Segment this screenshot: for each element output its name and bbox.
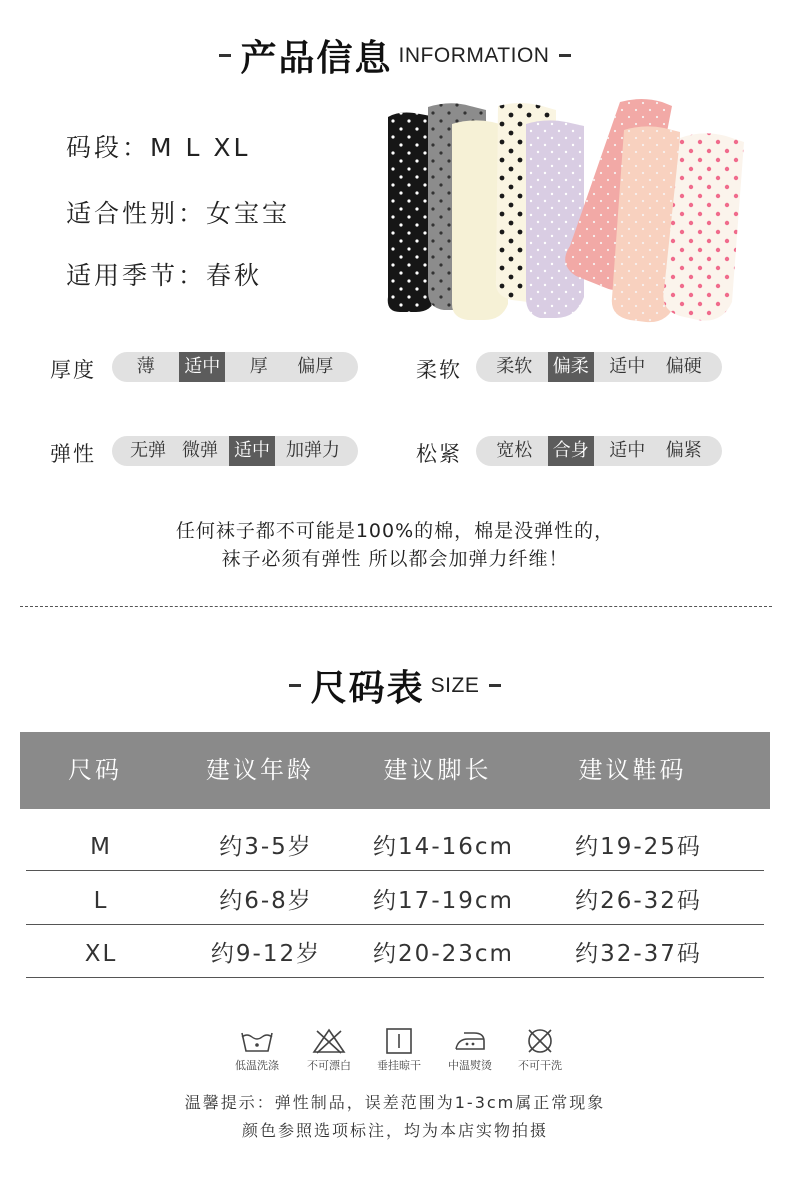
no-tumble-dry-icon [522,1027,558,1055]
cell-size: L [93,888,109,914]
header-dash-left [219,54,231,57]
fit-option-tight: 偏紧 [665,440,702,461]
section-divider [20,606,772,607]
table-row [26,818,764,871]
cell-foot-length: 约14-16cm [373,834,514,860]
size-header-cn: 尺码表 [310,668,425,709]
info-section-header [0,30,790,81]
care-low-temp-wash [222,1027,292,1073]
softness-option-softish: 偏柔 [548,352,594,382]
softness-option-soft: 柔软 [496,356,533,377]
info-header-cn: 产品信息 [240,38,393,79]
elasticity-option-none: 无弹 [130,440,166,461]
care-label: 低温洗涤 [235,1059,279,1072]
fit-label: 松紧 [416,442,462,466]
cell-age: 约6-8岁 [219,888,313,914]
gender-text: 适合性别：女宝宝 [66,199,291,228]
no-bleach-icon [311,1027,347,1055]
hang-dry-icon [381,1027,417,1055]
softness-scale [476,352,722,382]
cell-age: 约3-5岁 [219,834,313,860]
cell-shoe-size: 约32-37码 [575,941,702,967]
low-temp-wash-icon [239,1027,275,1055]
season-text: 适用季节：春秋 [66,261,263,290]
size-range-text: 码段：M L XL [66,133,251,162]
thickness-label: 厚度 [50,358,96,382]
care-no-tumble-dry [505,1027,575,1073]
thickness-option-medium: 适中 [179,352,225,382]
cotton-note-line2: 袜子必须有弹性 所以都会加弹力纤维！ [221,548,569,570]
thickness-scale [112,352,358,382]
medium-iron-icon [452,1027,488,1055]
info-header-en: INFORMATION [398,43,550,67]
care-label: 不可干洗 [518,1059,562,1072]
softness-option-medium: 适中 [609,356,646,377]
cotton-note-line1: 任何袜子都不可能是100%的棉，棉是没弹性的， [175,520,615,542]
care-label: 不可漂白 [307,1059,351,1072]
elasticity-scale [112,436,358,466]
size-header-dash-left [289,684,301,687]
header-size: 尺码 [68,756,122,784]
size-header-en: SIZE [430,673,480,697]
table-row [26,925,764,978]
elasticity-option-extra: 加弹力 [286,440,340,461]
care-label: 垂挂晾干 [377,1059,421,1072]
care-hang-dry [364,1027,434,1073]
fit-scale [476,436,722,466]
cell-size: M [90,834,112,860]
header-shoe-size: 建议鞋码 [578,756,687,784]
thickness-option-thin: 薄 [136,356,155,377]
elasticity-option-medium: 适中 [229,436,275,466]
tip-line2: 颜色参照选项标注，均为本店实物拍摄 [241,1121,548,1140]
care-medium-iron [435,1027,505,1073]
tip-line1: 温馨提示：弹性制品，误差范围为1-3cm属正常现象 [184,1093,606,1112]
fit-option-medium: 适中 [609,440,646,461]
elasticity-option-slight: 微弹 [182,440,218,461]
size-section-header [0,660,790,711]
cell-foot-length: 约17-19cm [373,888,514,914]
size-table-header [20,732,770,809]
size-header-dash-right [489,684,501,687]
cell-age: 约9-12岁 [210,941,322,967]
cell-size: XL [84,941,118,967]
cell-shoe-size: 约19-25码 [575,834,702,860]
softness-label: 柔软 [416,358,462,382]
fit-option-loose: 宽松 [496,440,533,461]
softness-option-hardish: 偏硬 [665,356,702,377]
table-row [26,872,764,925]
cell-shoe-size: 约26-32码 [575,888,702,914]
care-no-bleach [294,1027,364,1073]
header-dash-right [559,54,571,57]
fit-option-fitted: 合身 [548,436,594,466]
cell-foot-length: 约20-23cm [373,941,514,967]
care-label: 中温熨烫 [448,1059,492,1072]
header-age: 建议年龄 [206,756,314,784]
thickness-option-thicker: 偏厚 [297,356,334,377]
header-foot-length: 建议脚长 [383,756,492,784]
elasticity-label: 弹性 [50,442,96,466]
socks-product-image [380,92,760,332]
thickness-option-thick: 厚 [249,356,268,377]
